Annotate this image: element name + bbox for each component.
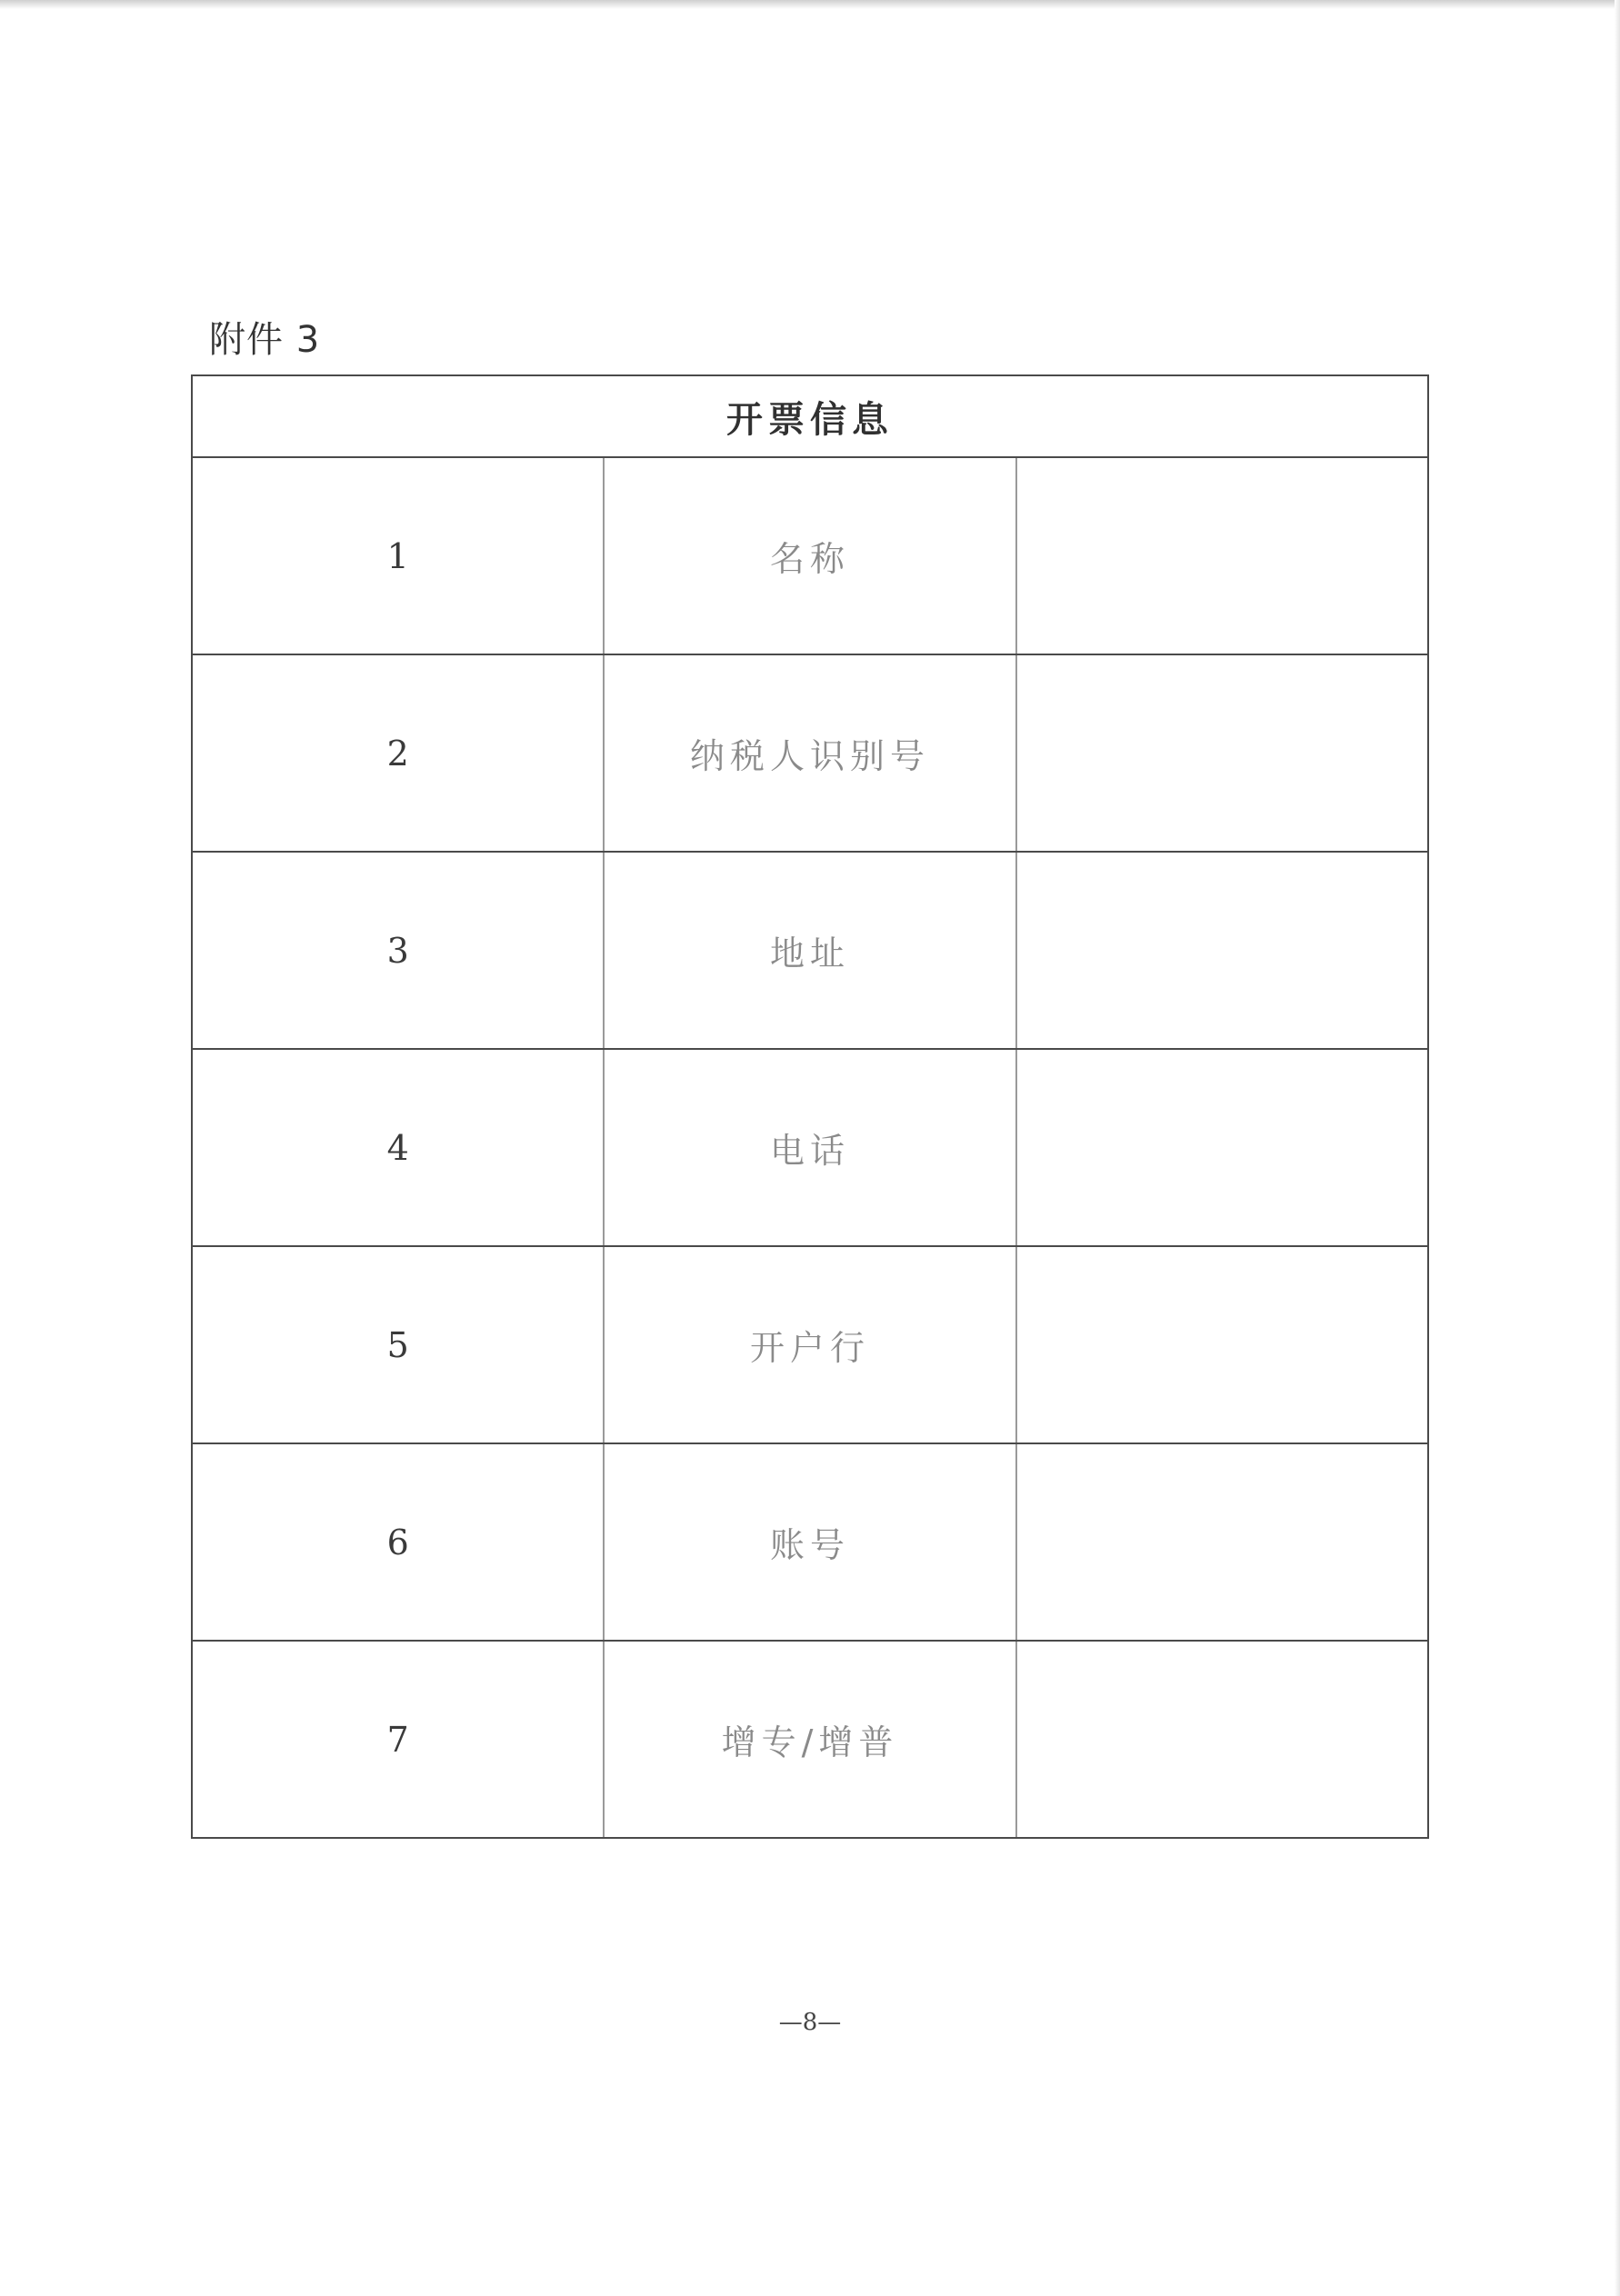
table-title: 开票信息 xyxy=(192,375,1428,457)
row-number: 5 xyxy=(192,1246,604,1443)
table-row xyxy=(192,654,1428,852)
row-number: 7 xyxy=(192,1641,604,1838)
invoice-type-value-field[interactable] xyxy=(1016,1641,1428,1838)
row-label-invoice-type: 增专/增普 xyxy=(604,1641,1015,1838)
attachment-label: 附件 3 xyxy=(209,319,321,361)
taxpayer-id-value-field[interactable] xyxy=(1016,654,1428,852)
row-label-account: 账号 xyxy=(604,1443,1015,1641)
row-number: 1 xyxy=(192,457,604,654)
row-number: 4 xyxy=(192,1049,604,1246)
bank-value-field[interactable] xyxy=(1016,1246,1428,1443)
table-row xyxy=(192,1049,1428,1246)
address-value-field[interactable] xyxy=(1016,852,1428,1049)
invoice-info-table xyxy=(191,374,1429,1839)
table-row xyxy=(192,457,1428,654)
row-label-phone: 电话 xyxy=(604,1049,1015,1246)
name-value-field[interactable] xyxy=(1016,457,1428,654)
row-label-address: 地址 xyxy=(604,852,1015,1049)
row-label-taxpayer-id: 纳税人识别号 xyxy=(604,654,1015,852)
phone-value-field[interactable] xyxy=(1016,1049,1428,1246)
table-row xyxy=(192,852,1428,1049)
row-number: 6 xyxy=(192,1443,604,1641)
table-header-row xyxy=(192,375,1428,457)
table-row xyxy=(192,1641,1428,1838)
row-number: 3 xyxy=(192,852,604,1049)
account-value-field[interactable] xyxy=(1016,1443,1428,1641)
row-number: 2 xyxy=(192,654,604,852)
table-row xyxy=(192,1443,1428,1641)
row-label-name: 名称 xyxy=(604,457,1015,654)
scan-edge-right xyxy=(1615,0,1620,2296)
scan-edge-top xyxy=(0,0,1620,9)
row-label-bank: 开户行 xyxy=(604,1246,1015,1443)
table-row xyxy=(192,1246,1428,1443)
page-number: —8— xyxy=(778,2009,842,2036)
